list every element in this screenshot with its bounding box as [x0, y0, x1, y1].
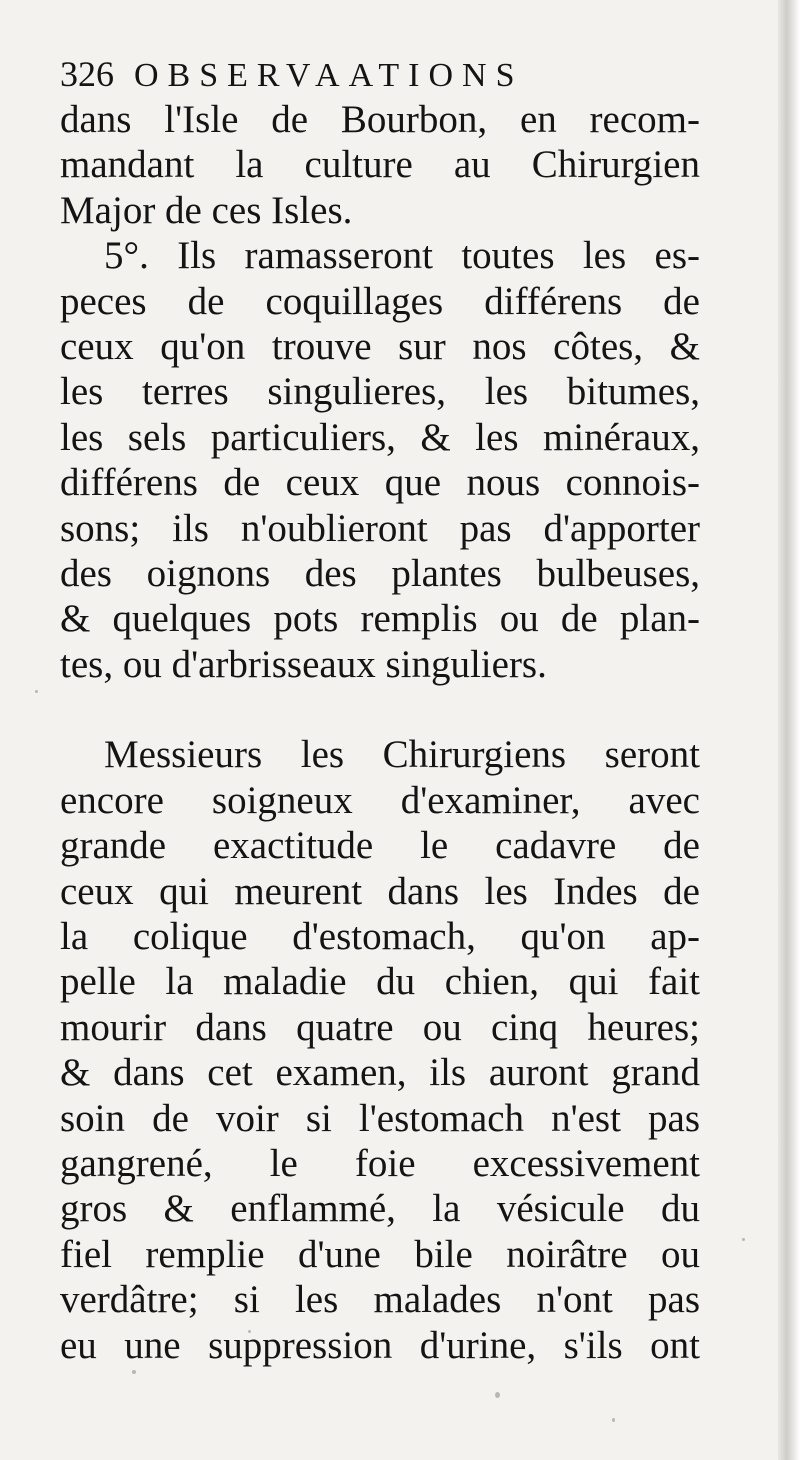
text-line: mandant la culture au Chirurgien [60, 143, 700, 187]
text-line: sons; ils n'oublieront pas d'apporter [60, 506, 700, 550]
text-line: Major de ces Isles. [60, 188, 353, 232]
text-line: des oignons des plantes bulbeuses, [60, 552, 700, 596]
paper-speck [35, 690, 38, 693]
paragraph-continued [60, 97, 700, 233]
paragraph-surgeons [60, 732, 700, 1368]
text-line: gros & enflammé, la vésicule du [60, 1187, 700, 1231]
text-line: dans l'Isle de Bourbon, en recom- [60, 98, 700, 141]
paragraph-item-5 [60, 233, 700, 687]
page-gutter-shadow [778, 0, 800, 1460]
text-line: pelle la maladie du chien, qui fait [60, 960, 700, 1004]
text-line: grande exactitude le cadavre de [60, 824, 700, 868]
text-line: les sels particuliers, & les minéraux, [60, 415, 700, 459]
text-line: ceux qu'on trouve sur nos côtes, & [60, 325, 700, 369]
text-line: soin de voir si l'estomach n'est pas [60, 1096, 700, 1140]
paragraph-spacer [60, 687, 700, 732]
text-line: & quelques pots remplis ou de plan- [60, 597, 700, 641]
running-title: OBSERVAATIONS [134, 57, 524, 94]
text-line: & dans cet examen, ils auront grand [60, 1051, 700, 1095]
text-line: eu une suppression d'urine, s'ils ont [60, 1323, 700, 1367]
paper-speck [132, 1370, 136, 1374]
text-line: encore soigneux d'examiner, avec [60, 778, 700, 822]
text-line: peces de coquillages différens de [60, 279, 700, 323]
text-line: verdâtre; si les malades n'ont pas [60, 1278, 700, 1322]
text-line: gangrené, le foie excessivement [60, 1141, 700, 1185]
text-line: ceux qui meurent dans les Indes de [60, 869, 700, 913]
paper-speck [742, 1238, 745, 1241]
running-header [60, 52, 700, 97]
page-text [60, 52, 700, 1368]
text-line: 5°. Ils ramasseront toutes les es- [104, 234, 700, 278]
page-number: 326 [60, 54, 114, 94]
text-line: mourir dans quatre ou cinq heures; [60, 1005, 700, 1049]
text-line: la colique d'estomach, qu'on ap- [60, 914, 700, 958]
text-line: Messieurs les Chirurgiens seront [104, 733, 700, 777]
text-line: les terres singulieres, les bitumes, [60, 370, 700, 414]
paper-speck [495, 1392, 500, 1398]
text-line: fiel remplie d'une bile noirâtre ou [60, 1232, 700, 1276]
paper-speck [612, 1418, 615, 1422]
text-line: tes, ou d'arbrisseaux singuliers. [60, 642, 547, 686]
text-line: différens de ceux que nous connois- [60, 461, 700, 505]
